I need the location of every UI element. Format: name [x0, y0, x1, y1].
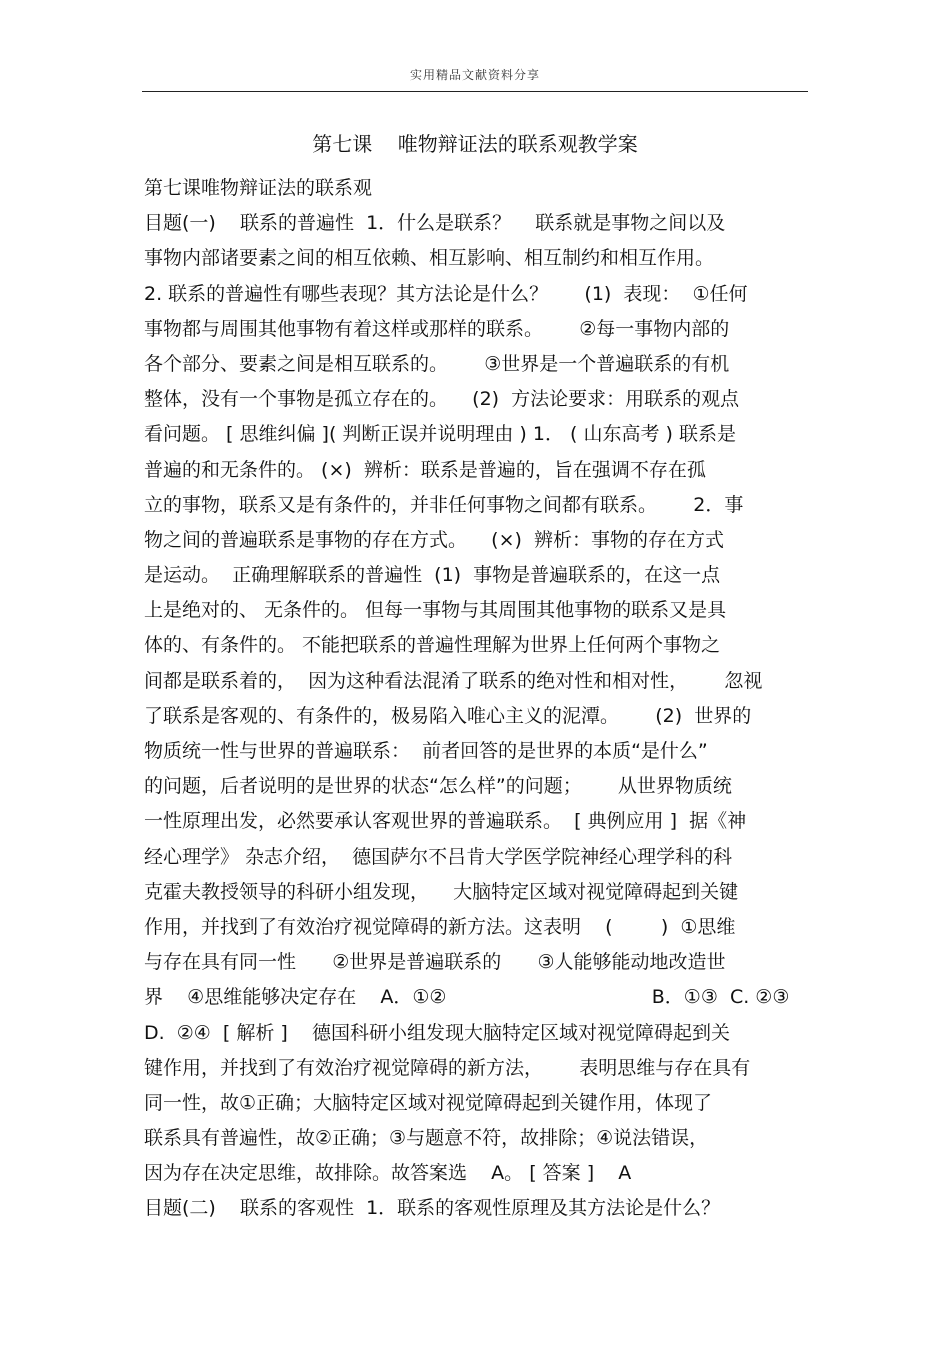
text-line: 与存在具有同一性 ②世界是普遍联系的 ③人能够能动地改造世: [144, 951, 726, 974]
text-line: 联系具有普遍性，故②正确；③与题意不符，故排除；④说法错误，: [144, 1127, 709, 1150]
header-divider: [142, 91, 808, 92]
text-line: 经心理学》 杂志介绍， 德国萨尔不吕肯大学医学院神经心理学科的科: [144, 845, 733, 868]
text-line: 了联系是客观的、有条件的，极易陷入唯心主义的泥潭。 (2) 世界的: [144, 704, 752, 727]
text-line: 物质统一性与世界的普遍联系： 前者回答的是世界的本质“是什么”: [144, 740, 708, 762]
text-line: 事物内部诸要素之间的相互依赖、相互影响、相互制约和相互作用。: [144, 247, 715, 270]
text-line: 克霍夫教授领导的科研小组发现， 大脑特定区域对视觉障碍起到关键: [144, 880, 739, 903]
text-line: 上是绝对的、 无条件的。 但每一事物与其周围其他事物的联系又是具: [144, 599, 727, 622]
text-line: 目题(一) 联系的普遍性 1．什么是联系？ 联系就是事物之间以及: [144, 212, 726, 235]
text-line: 间都是联系着的， 因为这种看法混淆了联系的绝对性和相对性， 忽视: [144, 669, 763, 692]
page-header: 实用精品文献资料分享: [409, 68, 540, 82]
text-line: 普遍的和无条件的。 (×) 辨析：联系是普遍的，旨在强调不存在孤: [144, 458, 706, 481]
text-line: 体的、有条件的。 不能把联系的普遍性理解为世界上任何两个事物之: [144, 634, 721, 657]
text-line: 同一性，故①正确；大脑特定区域对视觉障碍起到关键作用，体现了: [144, 1091, 713, 1114]
text-line: 2. 联系的普遍性有哪些表现？其方法论是什么？ (1) 表现： ①任何: [144, 282, 748, 305]
text-line: D. ②④ [ 解析 ] 德国科研小组发现大脑特定区域对视觉障碍起到关: [144, 1021, 730, 1044]
text-line: 的问题，后者说明的是世界的状态“怎么样”的问题； 从世界物质统: [144, 775, 732, 798]
text-line: 物之间的普遍联系是事物的存在方式。 (×) 辨析：事物的存在方式: [144, 528, 724, 551]
text-line: 立的事物，联系又是有条件的，并非任何事物之间都有联系。 2．事: [144, 493, 744, 516]
text-line: 第七课唯物辩证法的联系观: [144, 177, 373, 199]
document-body: [144, 171, 824, 1227]
text-line: 界 ④思维能够决定存在 A．①② B．①③ C. ②③: [144, 986, 790, 1009]
text-line: 各个部分、要素之间是相互联系的。 ③世界是一个普遍联系的有机: [144, 352, 730, 375]
text-line: 事物都与周围其他事物有着这样或那样的联系。 ②每一事物内部的: [144, 317, 730, 340]
text-line: 看问题。 [ 思维纠偏 ]( 判断正误并说明理由 ) 1． ( 山东高考 ) 联系是: [144, 423, 736, 446]
text-line: 键作用，并找到了有效治疗视觉障碍的新方法， 表明思维与存在具有: [144, 1056, 751, 1079]
text-line: 因为存在决定思维，故排除。故答案选 A。 [ 答案 ] A: [144, 1162, 632, 1185]
text-line: 目题(二) 联系的客观性 1．联系的客观性原理及其方法论是什么？: [144, 1197, 721, 1220]
document-title: 第七课 唯物辩证法的联系观教学案: [312, 132, 638, 156]
text-line: 一性原理出发，必然要承认客观世界的普遍联系。 [ 典例应用 ] 据《神: [144, 810, 747, 833]
text-line: 作用，并找到了有效治疗视觉障碍的新方法。这表明 ( ) ①思维: [144, 915, 736, 938]
text-line: 整体，没有一个事物是孤立存在的。 (2) 方法论要求：用联系的观点: [144, 388, 740, 411]
text-line: 是运动。 正确理解联系的普遍性 (1) 事物是普遍联系的，在这一点: [144, 564, 721, 587]
